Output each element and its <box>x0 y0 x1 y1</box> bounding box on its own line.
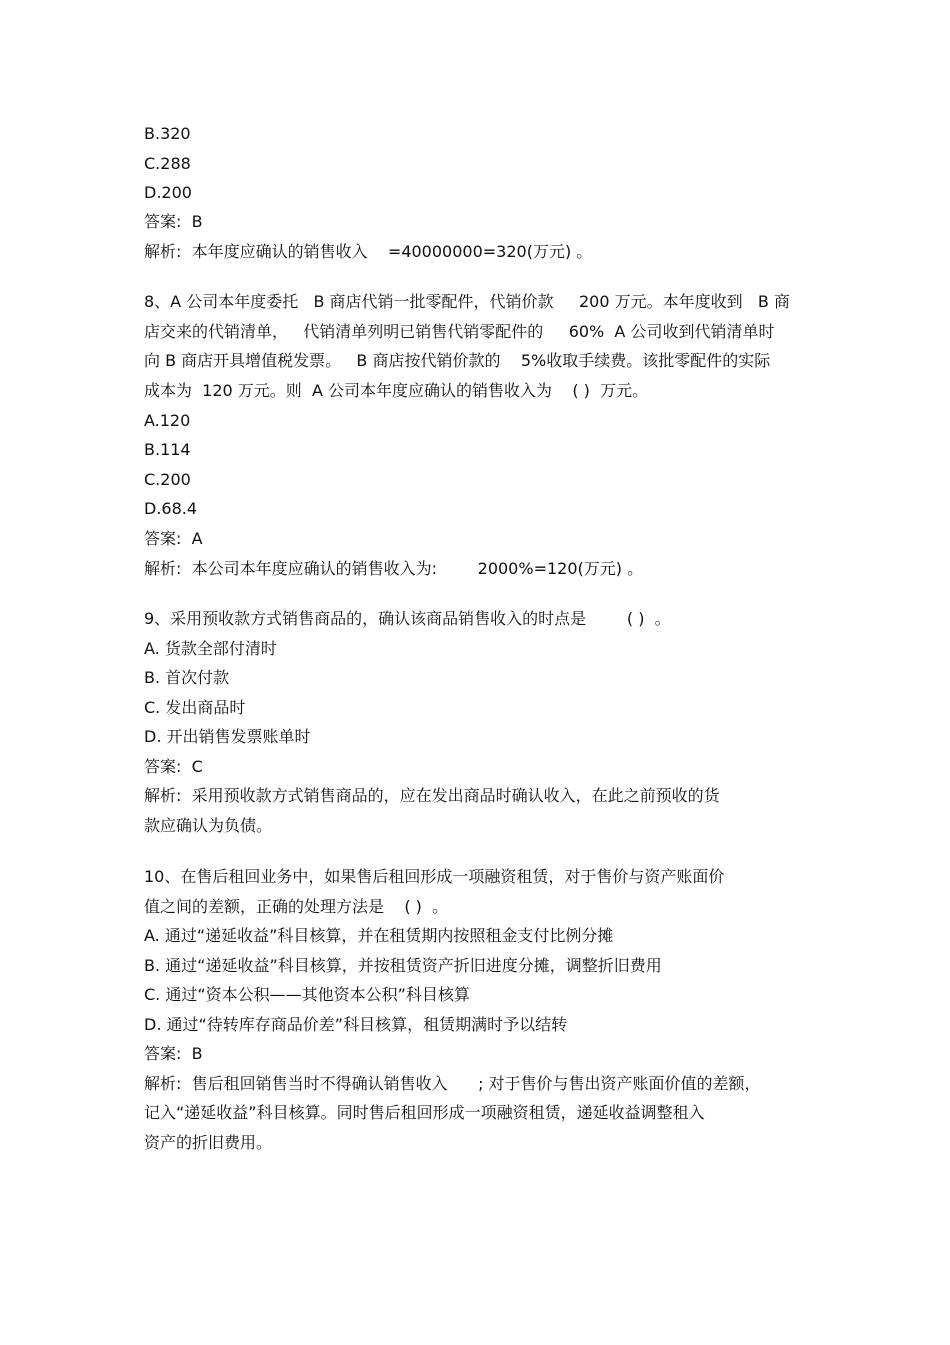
q8-option-a: A.120 <box>144 411 191 430</box>
q7-explanation: 解析: 本年度应确认的销售收入 =40000000=320(万元) 。 <box>144 242 593 261</box>
q9-answer: 答案: C <box>144 757 203 776</box>
q7-option-d: D.200 <box>144 183 192 202</box>
q8-option-b: B.114 <box>144 440 191 459</box>
q7-answer: 答案: B <box>144 212 203 231</box>
q10-option-c: C. 通过“资本公积——其他资本公积”科目核算 <box>144 985 470 1004</box>
q9-option-c: C. 发出商品时 <box>144 698 246 717</box>
q9-option-d: D. 开出销售发票账单时 <box>144 727 311 746</box>
q8-question-line-1: 8、A 公司本年度委托 B 商店代销一批零配件，代销价款 200 万元。本年度收到 B 商 <box>144 292 790 311</box>
q8-explanation: 解析: 本公司本年度应确认的销售收入为: 2000%=120(万元) 。 <box>144 559 644 578</box>
q9-option-a: A. 货款全部付清时 <box>144 639 277 658</box>
q10-explanation-line-1: 解析: 售后租回销售当时不得确认销售收入 ; 对于售价与售出资产账面价值的差额， <box>144 1074 761 1093</box>
q8-option-d: D.68.4 <box>144 499 198 518</box>
q10-answer: 答案: B <box>144 1044 203 1063</box>
q8-option-c: C.200 <box>144 470 191 489</box>
q9-explanation-line-1: 解析: 采用预收款方式销售商品的，应在发出商品时确认收入，在此之前预收的货 <box>144 786 720 805</box>
q9-explanation-line-2: 款应确认为负债。 <box>144 816 273 835</box>
q8-question-line-3: 向 B 商店开具增值税发票。 B 商店按代销价款的 5%收取手续费。该批零配件的实际 <box>144 351 771 370</box>
q10-question-line-2: 值之间的差额，正确的处理方法是 ( ) 。 <box>144 897 449 916</box>
q9-option-b: B. 首次付款 <box>144 668 230 687</box>
q7-option-b: B.320 <box>144 124 191 143</box>
q9-question: 9、采用预收款方式销售商品的，确认该商品销售收入的时点是 ( ) 。 <box>144 609 671 628</box>
q10-option-a: A. 通过“递延收益”科目核算，并在租赁期内按照租金支付比例分摊 <box>144 926 614 945</box>
q8-question-line-2: 店交来的代销清单， 代销清单列明已销售代销零配件的 60% A 公司收到代销清单时 <box>144 322 775 341</box>
q8-answer: 答案: A <box>144 529 203 548</box>
q10-option-d: D. 通过“待转库存商品价差”科目核算，租赁期满时予以结转 <box>144 1015 568 1034</box>
q10-explanation-line-2: 记入“递延收益”科目核算。同时售后租回形成一项融资租赁，递延收益调整租入 <box>144 1103 705 1122</box>
q10-option-b: B. 通过“递延收益”科目核算，并按租赁资产折旧进度分摊，调整折旧费用 <box>144 956 662 975</box>
q10-question-line-1: 10、在售后租回业务中，如果售后租回形成一项融资租赁，对于售价与资产账面价 <box>144 867 725 886</box>
q8-question-line-4: 成本为 120 万元。则 A 公司本年度应确认的销售收入为 ( ) 万元。 <box>144 381 649 400</box>
q7-option-c: C.288 <box>144 154 191 173</box>
q10-explanation-line-3: 资产的折旧费用。 <box>144 1133 273 1152</box>
